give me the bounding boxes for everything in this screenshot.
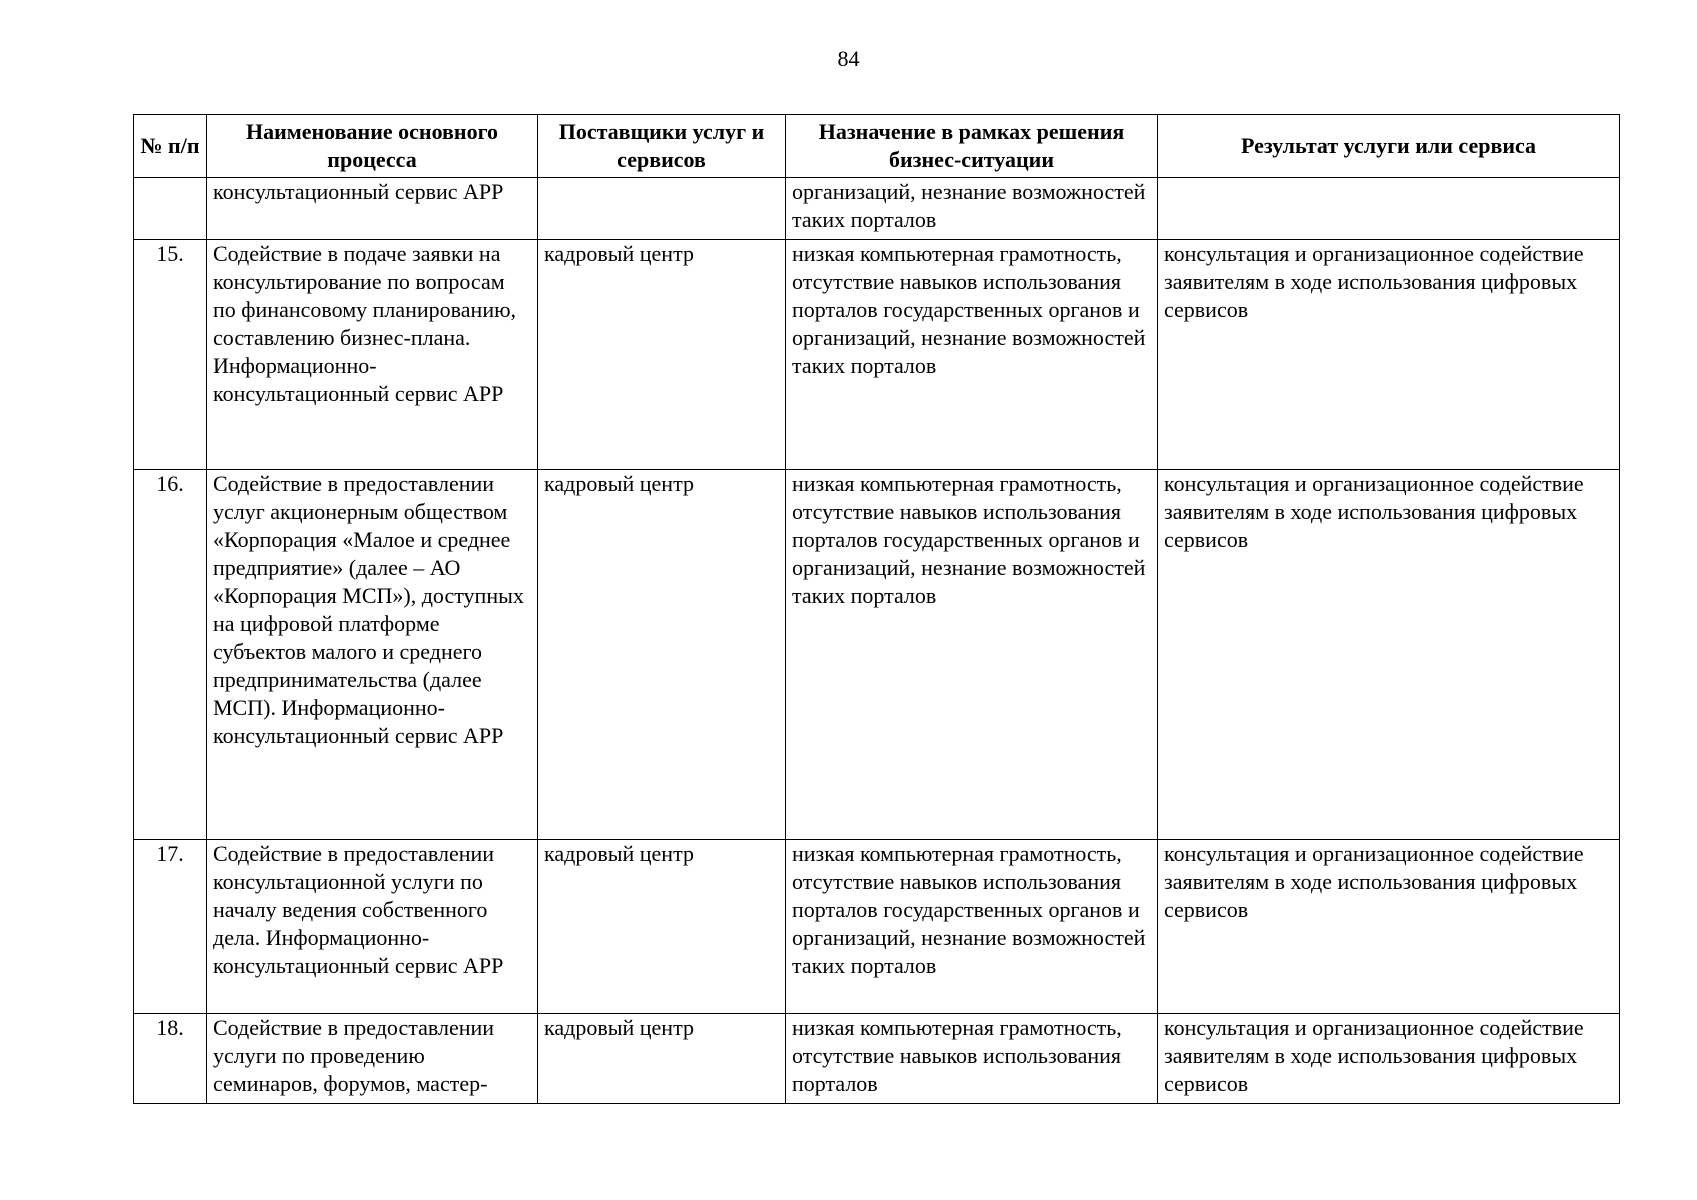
header-provider: Поставщики услуг и сервисов xyxy=(538,115,786,178)
row-number xyxy=(134,178,207,240)
row-result: консультация и организационное содействие заявителям в ходе использования цифровых сервисов xyxy=(1158,240,1620,470)
row-process: Содействие в предоставлении услуги по проведению семинаров, форумов, мастер- xyxy=(207,1014,538,1104)
row-provider xyxy=(538,178,786,240)
row-process: Содействие в подаче заявки на консультирование по вопросам по финансовому планированию, составлению бизнес-плана. Информационно-консультационный сервис АРР xyxy=(207,240,538,470)
row-purpose: низкая компьютерная грамотность, отсутствие навыков использования порталов xyxy=(786,1014,1158,1104)
row-result: консультация и организационное содействие заявителям в ходе использования цифровых сервисов xyxy=(1158,840,1620,1014)
row-number: 18. xyxy=(134,1014,207,1104)
row-result: консультация и организационное содействие заявителям в ходе использования цифровых сервисов xyxy=(1158,470,1620,840)
row-result xyxy=(1158,178,1620,240)
row-purpose: низкая компьютерная грамотность, отсутствие навыков использования порталов государственных органов и организаций, незнание возможностей таких порталов xyxy=(786,840,1158,1014)
table-row xyxy=(134,470,1620,840)
table-row xyxy=(134,1014,1620,1104)
row-provider: кадровый центр xyxy=(538,1014,786,1104)
row-purpose: организаций, незнание возможностей таких порталов xyxy=(786,178,1158,240)
row-number: 15. xyxy=(134,240,207,470)
row-provider: кадровый центр xyxy=(538,840,786,1014)
row-provider: кадровый центр xyxy=(538,470,786,840)
header-result: Результат услуги или сервиса xyxy=(1158,115,1620,178)
header-purpose: Назначение в рамках решения бизнес-ситуации xyxy=(786,115,1158,178)
header-number: № п/п xyxy=(134,115,207,178)
table-row xyxy=(134,840,1620,1014)
row-purpose: низкая компьютерная грамотность, отсутствие навыков использования порталов государственных органов и организаций, незнание возможностей таких порталов xyxy=(786,470,1158,840)
row-provider: кадровый центр xyxy=(538,240,786,470)
row-process: консультационный сервис АРР xyxy=(207,178,538,240)
table-row xyxy=(134,178,1620,240)
row-process: Содействие в предоставлении услуг акционерным обществом «Корпорация «Малое и среднее предприятие» (далее – АО «Корпорация МСП»), доступных на цифровой платформе субъектов малого и среднего предпринимательства (далее МСП). Информационно-консультационный сервис АРР xyxy=(207,470,538,840)
table-row xyxy=(134,240,1620,470)
table-body xyxy=(134,178,1620,1104)
row-process: Содействие в предоставлении консультационной услуги по началу ведения собственного дела. Информационно-консультационный сервис АРР xyxy=(207,840,538,1014)
page-number: 84 xyxy=(837,46,860,71)
row-purpose: низкая компьютерная грамотность, отсутствие навыков использования порталов государственных органов и организаций, незнание возможностей таких порталов xyxy=(786,240,1158,470)
row-number: 17. xyxy=(134,840,207,1014)
header-process: Наименование основного процесса xyxy=(207,115,538,178)
header-row xyxy=(134,115,1620,178)
row-number: 16. xyxy=(134,470,207,840)
table-header xyxy=(134,115,1620,178)
row-result: консультация и организационное содействие заявителям в ходе использования цифровых сервисов xyxy=(1158,1014,1620,1104)
services-table xyxy=(133,114,1620,1104)
